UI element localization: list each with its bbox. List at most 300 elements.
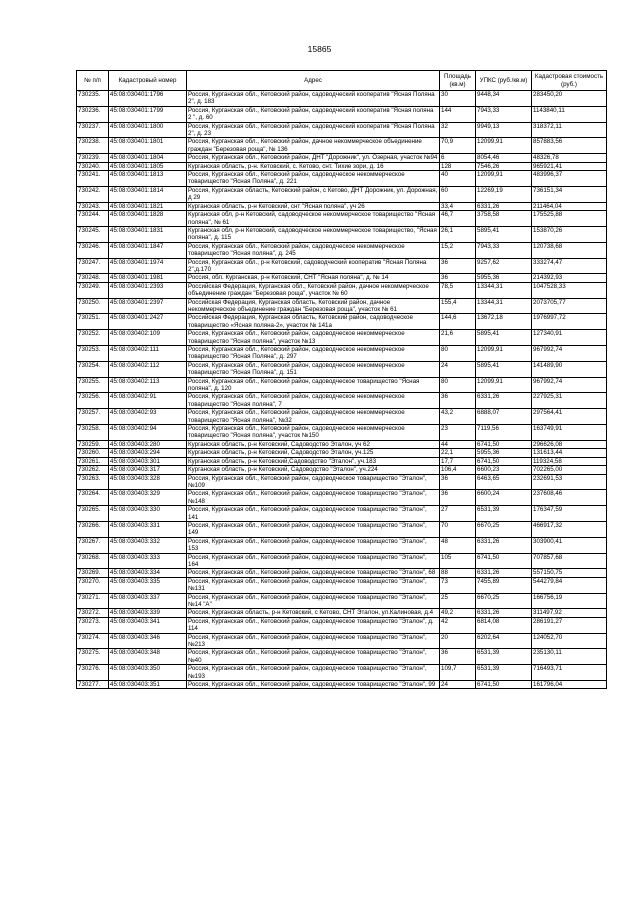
row-number-cell: 730271. — [77, 593, 109, 609]
cadastral-cost-cell: 166756,19 — [532, 593, 607, 609]
cadastral-number-cell: 45:08:030401:1981 — [109, 274, 187, 282]
upks-cell: 6741,50 — [476, 440, 532, 448]
cadastral-cost-cell: 161796,04 — [532, 681, 607, 689]
table-row — [77, 569, 607, 577]
address-cell: Россия, Курганская обл., Кетовский район, садоводческое товарищество "Ясная поляна", д. 120 — [187, 377, 440, 393]
upks-cell: 6331,26 — [476, 609, 532, 617]
cadastral-cost-cell: 736151,34 — [532, 186, 607, 202]
cadastral-number-cell: 45:08:030403:332 — [109, 537, 187, 553]
row-number-cell: 730238. — [77, 138, 109, 154]
upks-cell: 6741,50 — [476, 457, 532, 465]
table-row — [77, 633, 607, 649]
cadastral-number-cell: 45:08:030401:1814 — [109, 186, 187, 202]
address-cell: Курганская область, р-н Кетовский, снт "Ясная поляна", уч 26 — [187, 202, 440, 210]
area-cell: 24 — [440, 361, 476, 377]
row-number-cell: 730268. — [77, 553, 109, 569]
cadastral-number-cell: 45:08:030401:1796 — [109, 91, 187, 107]
upks-cell: 12099,91 — [476, 171, 532, 187]
cadastral-number-cell: 45:08:030401:1801 — [109, 138, 187, 154]
upks-cell: 6741,50 — [476, 553, 532, 569]
table-header-row — [77, 71, 607, 91]
table-row — [77, 162, 607, 170]
cadastral-number-cell: 45:08:030401:2397 — [109, 298, 187, 314]
upks-cell: 6331,26 — [476, 537, 532, 553]
area-cell: 24 — [440, 681, 476, 689]
table-row — [77, 425, 607, 441]
upks-cell: 12099,91 — [476, 346, 532, 362]
row-number-cell: 730263. — [77, 474, 109, 490]
area-cell: 33,4 — [440, 202, 476, 210]
row-number-cell: 730249. — [77, 282, 109, 298]
row-number-cell: 730264. — [77, 490, 109, 506]
address-cell: Россия, Курганская обл., Кетовский район, садоводческий кооператив "Ясная поляна 2 ", д. 60 — [187, 106, 440, 122]
area-cell: 43,2 — [440, 409, 476, 425]
cadastral-number-cell: 45:08:030403:333 — [109, 553, 187, 569]
upks-cell: 6531,39 — [476, 665, 532, 681]
row-number-cell: 730240. — [77, 162, 109, 170]
cadastral-cost-cell: 483996,37 — [532, 171, 607, 187]
upks-cell: 6888,07 — [476, 409, 532, 425]
upks-cell: 12099,91 — [476, 377, 532, 393]
row-number-cell: 730267. — [77, 537, 109, 553]
cadastral-number-cell: 45:08:030401:1847 — [109, 242, 187, 258]
cadastral-cost-cell: 119324,58 — [532, 457, 607, 465]
row-number-cell: 730246. — [77, 242, 109, 258]
table-row — [77, 186, 607, 202]
upks-cell: 12269,19 — [476, 186, 532, 202]
cadastral-cost-cell: 318372,11 — [532, 122, 607, 138]
cadastral-number-cell: 45:08:030401:1804 — [109, 154, 187, 162]
cadastral-cost-cell: 163749,91 — [532, 425, 607, 441]
cadastral-number-cell: 45:08:030402:109 — [109, 330, 187, 346]
upks-cell: 6202,64 — [476, 633, 532, 649]
address-cell: Россия, Курганская обл., Кетовский район, дачное некоммерческое объединение граждан "Березовая роща", № 136 — [187, 138, 440, 154]
table-row — [77, 346, 607, 362]
row-number-cell: 730252. — [77, 330, 109, 346]
address-cell: Курганская обл, р-н Кетовский, садоводческое некоммерческое товарищество, "Ясная поляна", д. 115 — [187, 226, 440, 242]
cadastral-cost-cell: 175525,88 — [532, 211, 607, 227]
row-number-cell: 730242. — [77, 186, 109, 202]
table-row — [77, 138, 607, 154]
row-number-cell: 730248. — [77, 274, 109, 282]
row-number-cell: 730255. — [77, 377, 109, 393]
area-cell: 106,4 — [440, 466, 476, 474]
row-number-cell: 730247. — [77, 258, 109, 274]
area-cell: 70,9 — [440, 138, 476, 154]
table-row — [77, 258, 607, 274]
upks-cell: 6741,50 — [476, 681, 532, 689]
address-cell: Россия, Курганская обл., Кетовский район, садоводческое товарищество "Эталон", №193 — [187, 665, 440, 681]
cadastral-cost-cell: 716493,71 — [532, 665, 607, 681]
cadastral-number-cell: 45:08:030403:351 — [109, 681, 187, 689]
cadastral-number-cell: 45:08:030403:301 — [109, 457, 187, 465]
table-row — [77, 617, 607, 633]
upks-cell: 8054,46 — [476, 154, 532, 162]
upks-cell: 13672,18 — [476, 314, 532, 330]
table-row — [77, 202, 607, 210]
address-cell: Курганская область, р-н Кетовский, Садоводство "Эталон", уч.224 — [187, 466, 440, 474]
area-cell: 30 — [440, 91, 476, 107]
row-number-cell: 730251. — [77, 314, 109, 330]
address-cell: Россия, обл. Курганская, р-н Кетовский, СНТ "Ясная поляна", д. № 14 — [187, 274, 440, 282]
row-number-cell: 730257. — [77, 409, 109, 425]
address-cell: Курганская область, р-н Кетовский, Садоводство Эталон, уч.125 — [187, 449, 440, 457]
address-cell: Россия, Курганская обл., Кетовский район, садоводческое некоммерческое товарищество "Ясная поляна", 7 — [187, 393, 440, 409]
table-row — [77, 474, 607, 490]
area-cell: 80 — [440, 377, 476, 393]
cadastral-number-cell: 45:08:030403:294 — [109, 449, 187, 457]
table-row — [77, 521, 607, 537]
table-row — [77, 377, 607, 393]
table-row — [77, 330, 607, 346]
upks-cell: 12099,91 — [476, 138, 532, 154]
area-cell: 17,7 — [440, 457, 476, 465]
row-number-cell: 730272. — [77, 609, 109, 617]
cadastral-number-cell: 45:08:030403:339 — [109, 609, 187, 617]
area-cell: 26,1 — [440, 226, 476, 242]
cadastral-number-cell: 45:08:030401:1799 — [109, 106, 187, 122]
cadastral-cost-cell: 857883,56 — [532, 138, 607, 154]
cadastral-number-cell: 45:08:030403:341 — [109, 617, 187, 633]
address-cell: Россия, Курганская обл., Кетовский район, садоводческое некоммерческое товарищество "Ясная Поляна", д. 151 — [187, 361, 440, 377]
cadastral-cost-cell: 1047528,33 — [532, 282, 607, 298]
address-cell: Россия, Курганская обл., Кетовский район, ДНТ "Дорожник", ул. Озерная, участок №94 — [187, 154, 440, 162]
cadastral-cost-cell: 311497,92 — [532, 609, 607, 617]
row-number-cell: 730256. — [77, 393, 109, 409]
address-cell: Россия, Курганская обл., Кетовский район, садоводческое товарищество "Эталон", 68 — [187, 569, 440, 577]
address-cell: Россия, Курганская обл., Кетовский район, садоводческое товарищество "Эталон", №40 — [187, 649, 440, 665]
cadastral-cost-cell: 283450,20 — [532, 91, 607, 107]
cadastral-number-cell: 45:08:030403:329 — [109, 490, 187, 506]
upks-cell: 9257,62 — [476, 258, 532, 274]
address-cell: Курганская область, р-н Кетовский,Садоводство "Эталон", уч.183 — [187, 457, 440, 465]
table-body — [77, 91, 607, 689]
area-cell: 144 — [440, 106, 476, 122]
area-cell: 36 — [440, 490, 476, 506]
cadastral-number-cell: 45:08:030403:280 — [109, 440, 187, 448]
area-cell: 36 — [440, 274, 476, 282]
table-row — [77, 282, 607, 298]
address-cell: Российская Федерация, Курганская область, Кетовский район, садоводческое товарищество «Ясная поляна-2», участок № 141а — [187, 314, 440, 330]
area-cell: 155,4 — [440, 298, 476, 314]
table-row — [77, 665, 607, 681]
address-cell: Россия, Курганская обл., Кетовский район, садоводческое товарищество "Эталон", 164 — [187, 553, 440, 569]
address-cell: Курганская обл, р-н Кетовский, садоводческое некоммерческое товарищество "Ясная поляна", № 61 — [187, 211, 440, 227]
cadastral-number-cell: 45:08:030403:348 — [109, 649, 187, 665]
address-cell: Россия, Курганская обл., Кетовский район, садоводческое некоммерческое товарищество "Ясная Поляна", д. 221 — [187, 171, 440, 187]
area-cell: 36 — [440, 258, 476, 274]
cadastral-cost-cell: 153870,26 — [532, 226, 607, 242]
header-cadastral-number: Кадастровый номер — [109, 71, 187, 91]
upks-cell: 5955,36 — [476, 449, 532, 457]
address-cell: Россия, Курганская обл., Кетовский район, садоводческое товарищество "Эталон", №148 — [187, 490, 440, 506]
cadastral-cost-cell: 232691,53 — [532, 474, 607, 490]
upks-cell: 7943,33 — [476, 242, 532, 258]
cadastral-value-table — [76, 70, 607, 689]
area-cell: 40 — [440, 171, 476, 187]
table-row — [77, 593, 607, 609]
cadastral-cost-cell: 702265,00 — [532, 466, 607, 474]
cadastral-cost-cell: 466917,32 — [532, 521, 607, 537]
address-cell: Россия, Курганская обл., Кетовский район, садоводческое некоммерческое товарищество "Ясная поляна", №32 — [187, 409, 440, 425]
cadastral-cost-cell: 967992,74 — [532, 377, 607, 393]
address-cell: Россия, Курганская обл., Кетовский район, садоводческое некоммерческое товарищество "Ясная поляна", д. 245 — [187, 242, 440, 258]
cadastral-number-cell: 45:08:030402:113 — [109, 377, 187, 393]
cadastral-number-cell: 45:08:030403:346 — [109, 633, 187, 649]
address-cell: Россия, Курганская обл., Кетовский район, садоводческое товарищество "Эталон",№213 — [187, 633, 440, 649]
address-cell: Россия, Курганская обл., Кетовский район, садоводческое товарищество "Эталон", №109 — [187, 474, 440, 490]
area-cell: 21,6 — [440, 330, 476, 346]
area-cell: 27 — [440, 506, 476, 522]
table-row — [77, 154, 607, 162]
table-row — [77, 649, 607, 665]
cadastral-cost-cell: 48326,78 — [532, 154, 607, 162]
area-cell: 60 — [440, 186, 476, 202]
row-number-cell: 730276. — [77, 665, 109, 681]
cadastral-cost-cell: 227925,31 — [532, 393, 607, 409]
cadastral-number-cell: 45:08:030401:1831 — [109, 226, 187, 242]
table-row — [77, 681, 607, 689]
cadastral-number-cell: 45:08:030401:2427 — [109, 314, 187, 330]
upks-cell: 6670,25 — [476, 521, 532, 537]
cadastral-number-cell: 45:08:030403:331 — [109, 521, 187, 537]
upks-cell: 7119,56 — [476, 425, 532, 441]
header-area: Площадь (кв.м) — [440, 71, 476, 91]
address-cell: Россия, Курганская обл., Кетовский район, садоводческое товарищество "Эталон", 153 — [187, 537, 440, 553]
cadastral-cost-cell: 1143840,11 — [532, 106, 607, 122]
area-cell: 144,6 — [440, 314, 476, 330]
address-cell: Россия, Курганская область, Кетовский район, с Кетово, ДНТ Дорожник, ул. Дорожная, д 29 — [187, 186, 440, 202]
upks-cell: 5895,41 — [476, 361, 532, 377]
cadastral-cost-cell: 557150,75 — [532, 569, 607, 577]
cadastral-number-cell: 45:08:030403:328 — [109, 474, 187, 490]
cadastral-cost-cell: 296626,08 — [532, 440, 607, 448]
upks-cell: 6531,39 — [476, 649, 532, 665]
upks-cell: 13344,31 — [476, 282, 532, 298]
area-cell: 42 — [440, 617, 476, 633]
upks-cell: 7455,89 — [476, 577, 532, 593]
cadastral-number-cell: 45:08:030402:112 — [109, 361, 187, 377]
address-cell: Россия, Курганская область, р-н Кетовский, с Кетово, СНТ Эталон, ул.Калиновая, д.4 — [187, 609, 440, 617]
address-cell: Россия, Курганская обл., Кетовский район, садоводческое некоммерческое товарищество "Ясная поляна", участок №150 — [187, 425, 440, 441]
area-cell: 25 — [440, 593, 476, 609]
page-number: 15865 — [307, 44, 332, 54]
cadastral-cost-cell: 1976997,72 — [532, 314, 607, 330]
row-number-cell: 730270. — [77, 577, 109, 593]
header-upks: УПКС (руб./кв.м) — [476, 71, 532, 91]
cadastral-cost-cell: 303900,41 — [532, 537, 607, 553]
upks-cell: 6463,65 — [476, 474, 532, 490]
table-row — [77, 449, 607, 457]
address-cell: Российская Федерация, Курганская обл., Кетовский район, дачное некоммерческое объединение граждан "Березовая роща", участок № 60 — [187, 282, 440, 298]
address-cell: Россия, Курганская обл., р-н Кетовский, садоводческий кооператив "Ясная Поляна 2",д.170 — [187, 258, 440, 274]
cadastral-number-cell: 45:08:030401:1805 — [109, 162, 187, 170]
row-number-cell: 730244. — [77, 211, 109, 227]
cadastral-number-cell: 45:08:030401:1800 — [109, 122, 187, 138]
upks-cell: 5895,41 — [476, 226, 532, 242]
cadastral-number-cell: 45:08:030403:337 — [109, 593, 187, 609]
upks-cell: 3758,58 — [476, 211, 532, 227]
upks-cell: 6670,25 — [476, 593, 532, 609]
area-cell: 15,2 — [440, 242, 476, 258]
address-cell: Россия, Курганская обл., Кетовский район, садоводческое некоммерческое товарищество "Ясная Поляна", д. 297 — [187, 346, 440, 362]
table-row — [77, 242, 607, 258]
upks-cell: 6331,26 — [476, 393, 532, 409]
area-cell: 80 — [440, 346, 476, 362]
upks-cell: 5895,41 — [476, 330, 532, 346]
area-cell: 109,7 — [440, 665, 476, 681]
row-number-cell: 730273. — [77, 617, 109, 633]
table-row — [77, 274, 607, 282]
cadastral-number-cell: 45:08:030401:1813 — [109, 171, 187, 187]
area-cell: 6 — [440, 154, 476, 162]
table-row — [77, 457, 607, 465]
table-row — [77, 211, 607, 227]
header-num: № п/п — [77, 71, 109, 91]
address-cell: Россия, Курганская обл., Кетовский район, садоводческое товарищество "Эталон", 99 — [187, 681, 440, 689]
row-number-cell: 730235. — [77, 91, 109, 107]
area-cell: 36 — [440, 474, 476, 490]
cadastral-number-cell: 45:08:030402:91 — [109, 393, 187, 409]
cadastral-cost-cell: 235130,11 — [532, 649, 607, 665]
row-number-cell: 730258. — [77, 425, 109, 441]
cadastral-number-cell: 45:08:030403:350 — [109, 665, 187, 681]
cadastral-cost-cell: 297564,41 — [532, 409, 607, 425]
table-row — [77, 361, 607, 377]
cadastral-number-cell: 45:08:030403:334 — [109, 569, 187, 577]
row-number-cell: 730275. — [77, 649, 109, 665]
upks-cell: 6600,23 — [476, 466, 532, 474]
address-cell: Курганская область, р-н Кетовский, Садоводство Эталон, уч 62 — [187, 440, 440, 448]
upks-cell: 5955,36 — [476, 274, 532, 282]
area-cell: 128 — [440, 162, 476, 170]
row-number-cell: 730262. — [77, 466, 109, 474]
table-row — [77, 506, 607, 522]
row-number-cell: 730237. — [77, 122, 109, 138]
table-row — [77, 490, 607, 506]
row-number-cell: 730259. — [77, 440, 109, 448]
cadastral-number-cell: 45:08:030403:317 — [109, 466, 187, 474]
cadastral-cost-cell: 211464,04 — [532, 202, 607, 210]
address-cell: Курганская область, р-н. Кетовский, с. Кетово, снт. Тихие зори, д. 16 — [187, 162, 440, 170]
table-row — [77, 171, 607, 187]
table-row — [77, 314, 607, 330]
row-number-cell: 730241. — [77, 171, 109, 187]
area-cell: 70 — [440, 521, 476, 537]
table-row — [77, 466, 607, 474]
address-cell: Россия, Курганская обл., Кетовский район, садоводческое товарищество "Эталон", №14 "А" — [187, 593, 440, 609]
cadastral-number-cell: 45:08:030403:335 — [109, 577, 187, 593]
upks-cell: 6531,39 — [476, 506, 532, 522]
area-cell: 48 — [440, 537, 476, 553]
address-cell: Россия, Курганская обл., Кетовский район, садоводческий кооператив "Ясная Поляна 2", д. 183 — [187, 91, 440, 107]
table-row — [77, 106, 607, 122]
cadastral-number-cell: 45:08:030402:94 — [109, 425, 187, 441]
upks-cell: 13344,31 — [476, 298, 532, 314]
header-cadastral-cost: Кадастровая стоимость (руб.) — [532, 71, 607, 91]
cadastral-cost-cell: 120738,68 — [532, 242, 607, 258]
row-number-cell: 730250. — [77, 298, 109, 314]
cadastral-cost-cell: 286191,27 — [532, 617, 607, 633]
area-cell: 78,5 — [440, 282, 476, 298]
row-number-cell: 730243. — [77, 202, 109, 210]
area-cell: 46,7 — [440, 211, 476, 227]
cadastral-cost-cell: 127340,91 — [532, 330, 607, 346]
header-address: Адрес — [187, 71, 440, 91]
row-number-cell: 730265. — [77, 506, 109, 522]
cadastral-number-cell: 45:08:030403:330 — [109, 506, 187, 522]
table-row — [77, 609, 607, 617]
table-row — [77, 91, 607, 107]
cadastral-number-cell: 45:08:030402:111 — [109, 346, 187, 362]
row-number-cell: 730245. — [77, 226, 109, 242]
row-number-cell: 730269. — [77, 569, 109, 577]
address-cell: Россия, Курганская обл., Кетовский район, садоводческое товарищество "Эталон", №131 — [187, 577, 440, 593]
row-number-cell: 730254. — [77, 361, 109, 377]
address-cell: Российская Федерация, Курганская область, Кетовский район, дачное некоммерческое объединение граждан "Березовая роща", участок № 61 — [187, 298, 440, 314]
cadastral-cost-cell: 176347,59 — [532, 506, 607, 522]
area-cell: 73 — [440, 577, 476, 593]
table-row — [77, 298, 607, 314]
address-cell: Россия, Курганская обл., Кетовский район, садоводческое некоммерческое товарищество "Ясная поляна", участок №13 — [187, 330, 440, 346]
cadastral-number-cell: 45:08:030401:1821 — [109, 202, 187, 210]
cadastral-number-cell: 45:08:030401:2393 — [109, 282, 187, 298]
area-cell: 88 — [440, 569, 476, 577]
table-row — [77, 553, 607, 569]
row-number-cell: 730277. — [77, 681, 109, 689]
cadastral-number-cell: 45:08:030402:93 — [109, 409, 187, 425]
upks-cell: 9949,13 — [476, 122, 532, 138]
upks-cell: 7943,33 — [476, 106, 532, 122]
area-cell: 22,1 — [440, 449, 476, 457]
upks-cell: 6331,26 — [476, 569, 532, 577]
cadastral-cost-cell: 707857,68 — [532, 553, 607, 569]
row-number-cell: 730261. — [77, 457, 109, 465]
row-number-cell: 730266. — [77, 521, 109, 537]
table-row — [77, 537, 607, 553]
cadastral-cost-cell: 141489,90 — [532, 361, 607, 377]
cadastral-number-cell: 45:08:030401:1828 — [109, 211, 187, 227]
cadastral-cost-cell: 2073705,77 — [532, 298, 607, 314]
cadastral-cost-cell: 544279,84 — [532, 577, 607, 593]
cadastral-cost-cell: 333274,47 — [532, 258, 607, 274]
upks-cell: 9448,34 — [476, 91, 532, 107]
cadastral-cost-cell: 967992,74 — [532, 346, 607, 362]
area-cell: 36 — [440, 393, 476, 409]
area-cell: 49,2 — [440, 609, 476, 617]
area-cell: 23 — [440, 425, 476, 441]
address-cell: Россия, Курганская обл., Кетовский район, садоводческое товарищество "Эталон", 141 — [187, 506, 440, 522]
area-cell: 36 — [440, 649, 476, 665]
area-cell: 20 — [440, 633, 476, 649]
address-cell: Россия, Курганская обл., Кетовский район, садоводческое товарищество "Эталон", 149 — [187, 521, 440, 537]
cadastral-number-cell: 45:08:030401:1974 — [109, 258, 187, 274]
row-number-cell: 730260. — [77, 449, 109, 457]
row-number-cell: 730239. — [77, 154, 109, 162]
upks-cell: 6814,08 — [476, 617, 532, 633]
table-row — [77, 409, 607, 425]
cadastral-cost-cell: 214392,93 — [532, 274, 607, 282]
upks-cell: 6331,26 — [476, 202, 532, 210]
table-row — [77, 226, 607, 242]
row-number-cell: 730274. — [77, 633, 109, 649]
upks-cell: 7546,26 — [476, 162, 532, 170]
area-cell: 105 — [440, 553, 476, 569]
row-number-cell: 730253. — [77, 346, 109, 362]
cadastral-cost-cell: 124052,70 — [532, 633, 607, 649]
cadastral-cost-cell: 131613,44 — [532, 449, 607, 457]
address-cell: Россия, Курганская обл., Кетовский район, садоводческое товарищество "Эталон", д. 114 — [187, 617, 440, 633]
